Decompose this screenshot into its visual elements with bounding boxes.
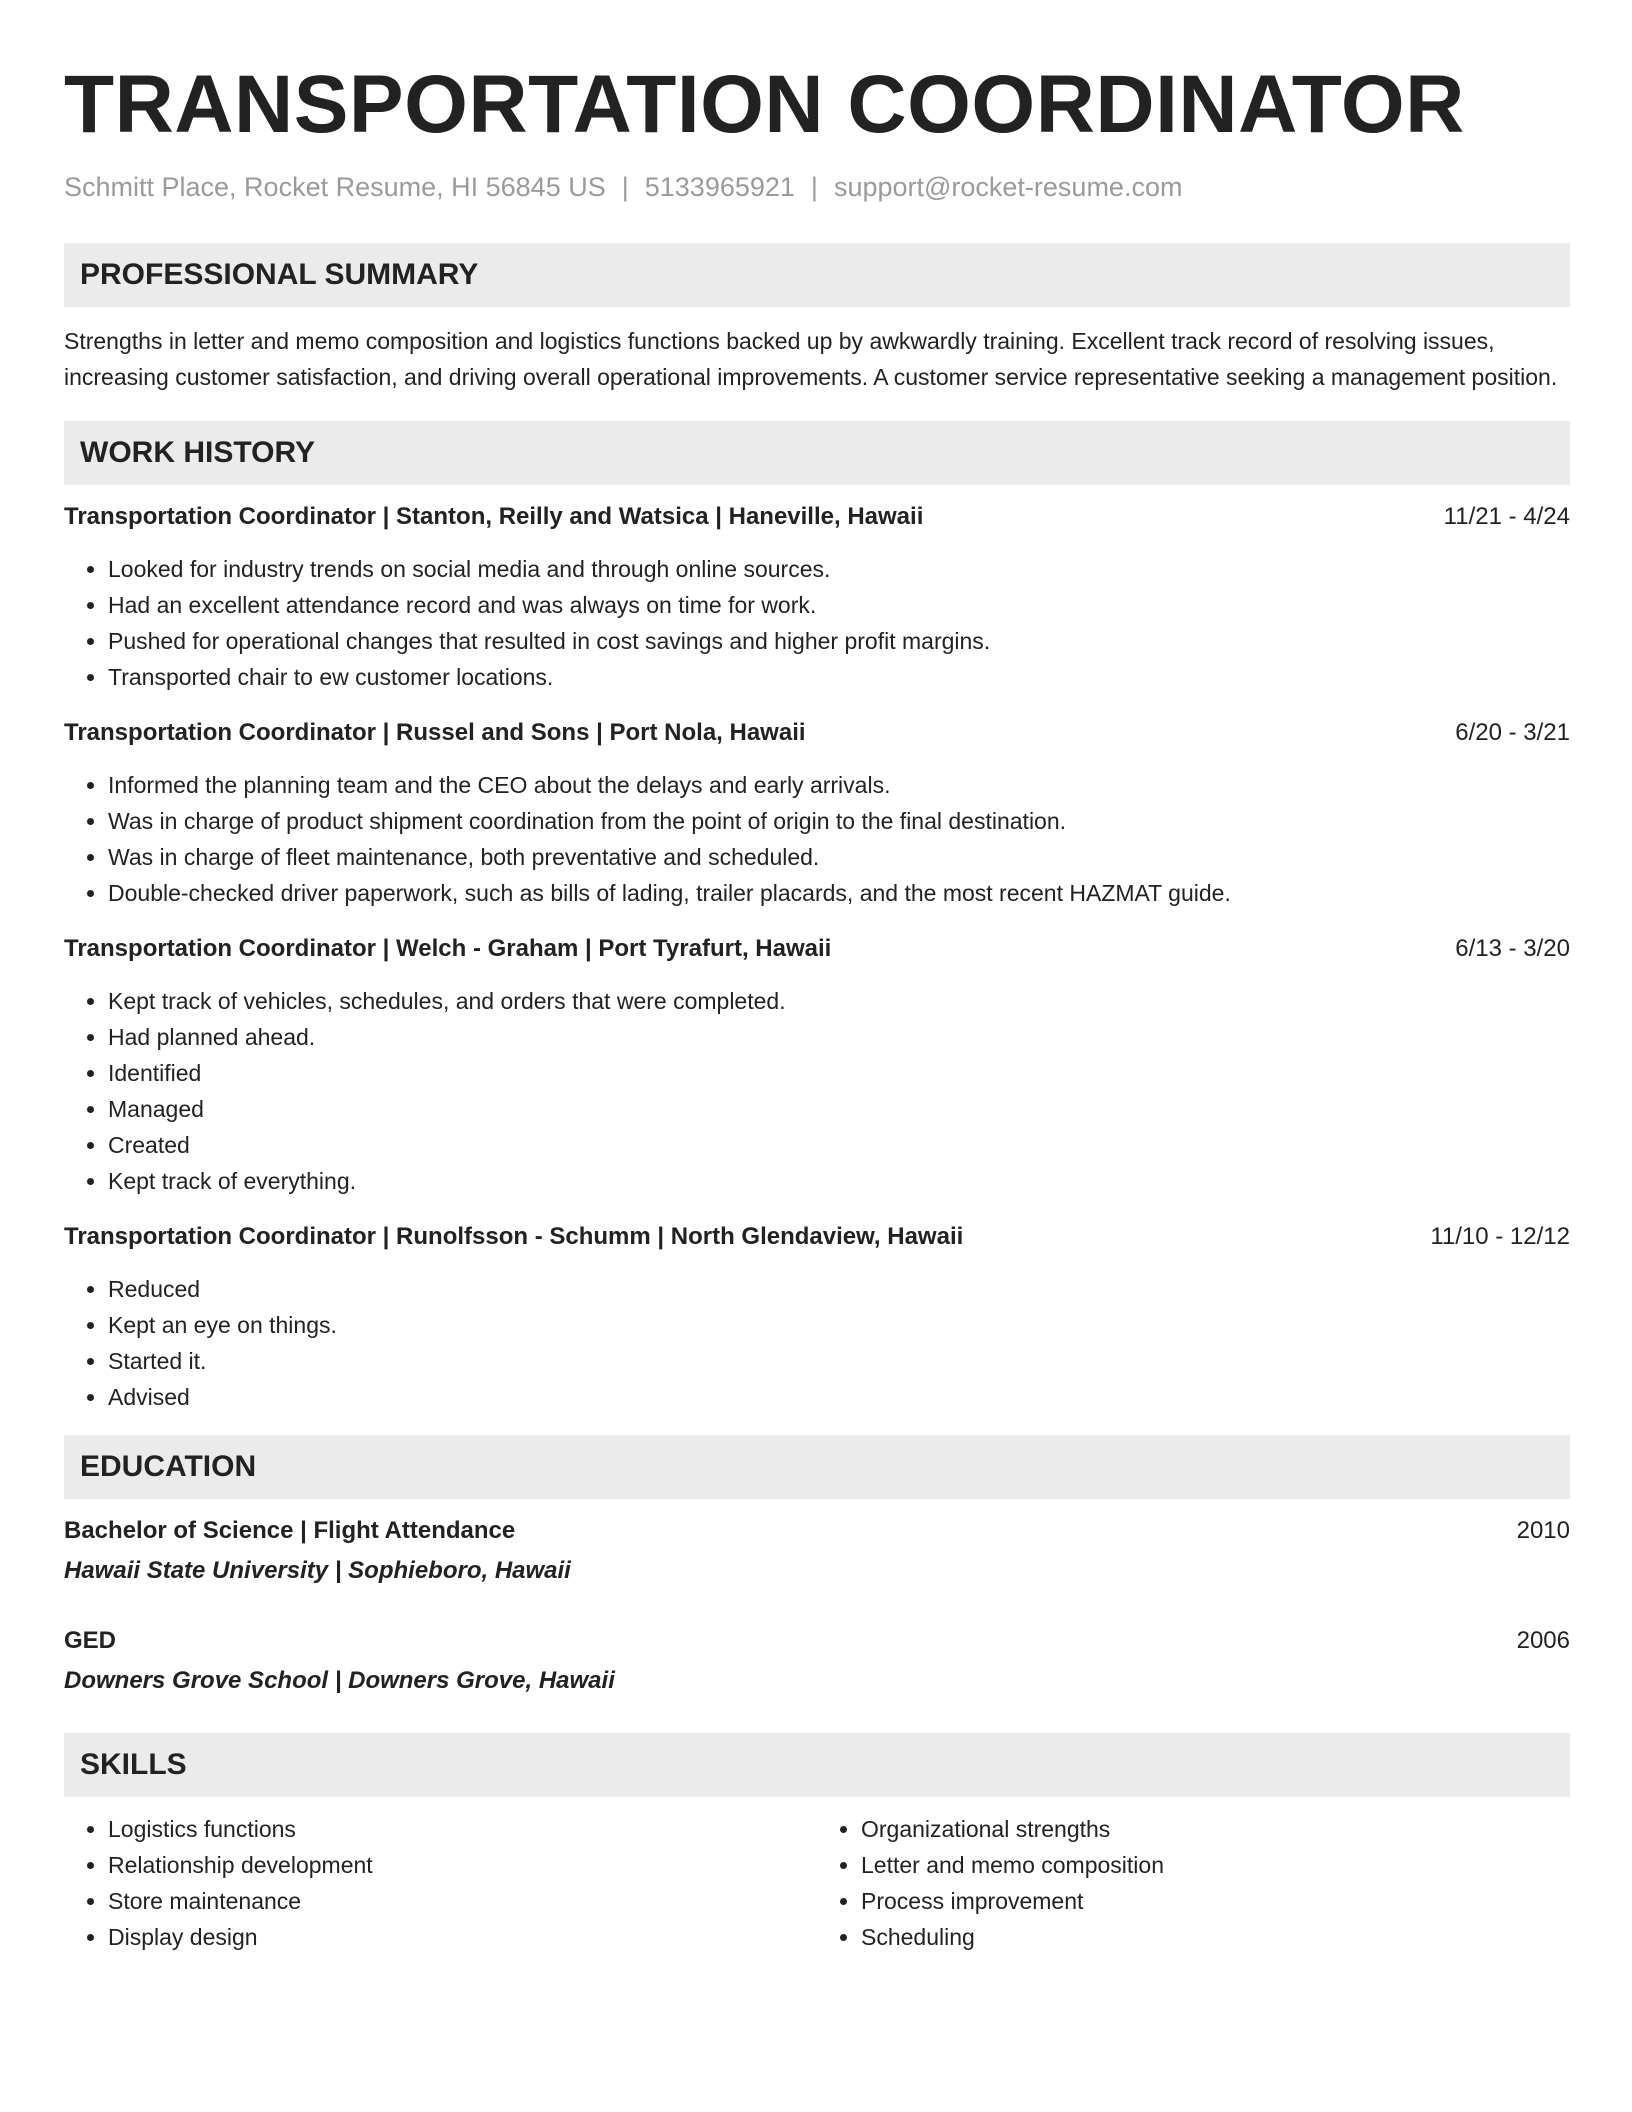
education-school: Hawaii State University | Sophieboro, Hawaii [64,1557,571,1584]
section-header-education: EDUCATION [64,1435,1570,1499]
job-header [64,715,1570,751]
skills-column-right [817,1811,1570,1955]
job-bullet: • Advised [108,1379,1570,1415]
job-header [64,499,1570,535]
skills-list [64,1811,817,1955]
skill-item: • Logistics functions [108,1811,817,1847]
job-entry [64,1219,1570,1415]
job-entry [64,499,1570,695]
job-bullet: • Pushed for operational changes that resulted in cost savings and higher profit margins. [108,623,1570,659]
education-header [64,1623,1570,1659]
job-bullets [64,983,1570,1199]
job-bullets [64,767,1570,911]
job-bullet: • Kept an eye on things. [108,1307,1570,1343]
section-header-work-history: WORK HISTORY [64,421,1570,485]
job-bullet: • Looked for industry trends on social media and through online sources. [108,551,1570,587]
job-bullet: • Managed [108,1091,1570,1127]
skill-item: • Letter and memo composition [861,1847,1570,1883]
job-header [64,1219,1570,1255]
contact-line [64,172,1570,203]
education-entry [64,1513,1570,1589]
education-entry [64,1623,1570,1699]
job-bullet: • Had an excellent attendance record and was always on time for work. [108,587,1570,623]
job-bullet: • Identified [108,1055,1570,1091]
contact-phone: 5133965921 [644,172,795,202]
job-dates: 11/10 - 12/12 [1430,1223,1570,1250]
contact-email[interactable]: support@rocket-resume.com [833,172,1183,202]
education-degree: GED [64,1627,117,1654]
education-school: Downers Grove School | Downers Grove, Hawaii [64,1667,615,1694]
skill-item: • Process improvement [861,1883,1570,1919]
contact-separator: | [810,172,818,202]
job-bullet: • Transported chair to ew customer locations. [108,659,1570,695]
job-bullet: • Informed the planning team and the CEO about the delays and early arrivals. [108,767,1570,803]
work-history-list [64,499,1570,1415]
job-title: Transportation Coordinator | Runolfsson - Schumm | North Glendaview, Hawaii [64,1223,964,1250]
summary-text: Strengths in letter and memo composition and logistics functions backed up by awkwardly training. Excellent track record of resolving issues, increasing customer satisfaction, and driving overall operational improvements. A customer service representative seeking a management position. [64,328,1558,390]
job-entry [64,715,1570,911]
contact-separator: | [621,172,629,202]
skill-item: • Store maintenance [108,1883,817,1919]
education-list [64,1513,1570,1699]
job-bullet: • Was in charge of product shipment coordination from the point of origin to the final destination. [108,803,1570,839]
education-header [64,1513,1570,1549]
job-bullet: • Double-checked driver paperwork, such as bills of lading, trailer placards, and the most recent HAZMAT guide. [108,875,1570,911]
skills-column-left [64,1811,817,1955]
job-bullet: • Reduced [108,1271,1570,1307]
skill-item: • Scheduling [861,1919,1570,1955]
job-dates: 11/21 - 4/24 [1443,503,1570,530]
job-bullet: • Created [108,1127,1570,1163]
job-bullet: • Was in charge of fleet maintenance, both preventative and scheduled. [108,839,1570,875]
skill-item: • Display design [108,1919,817,1955]
job-title: Transportation Coordinator | Russel and Sons | Port Nola, Hawaii [64,719,806,746]
job-bullet: • Started it. [108,1343,1570,1379]
job-dates: 6/20 - 3/21 [1455,719,1570,746]
skills-list [817,1811,1570,1955]
skills-grid [64,1811,1570,1955]
education-year: 2006 [1516,1627,1570,1654]
job-dates: 6/13 - 3/20 [1455,935,1570,962]
job-bullet: • Kept track of everything. [108,1163,1570,1199]
skill-item: • Organizational strengths [861,1811,1570,1847]
job-title: Transportation Coordinator | Stanton, Reilly and Watsica | Haneville, Hawaii [64,503,924,530]
job-title: Transportation Coordinator | Welch - Graham | Port Tyrafurt, Hawaii [64,935,832,962]
education-year: 2010 [1516,1517,1570,1544]
job-bullets [64,551,1570,695]
education-degree: Bachelor of Science | Flight Attendance [64,1517,516,1544]
contact-address: Schmitt Place, Rocket Resume, HI 56845 US [64,172,606,202]
section-header-summary: PROFESSIONAL SUMMARY [64,243,1570,307]
job-bullet: • Had planned ahead. [108,1019,1570,1055]
job-bullets [64,1271,1570,1415]
job-header [64,931,1570,967]
resume-name: TRANSPORTATION COORDINATOR [64,59,1465,150]
skill-item: • Relationship development [108,1847,817,1883]
section-header-skills: SKILLS [64,1733,1570,1797]
job-entry [64,931,1570,1199]
job-bullet: • Kept track of vehicles, schedules, and orders that were completed. [108,983,1570,1019]
